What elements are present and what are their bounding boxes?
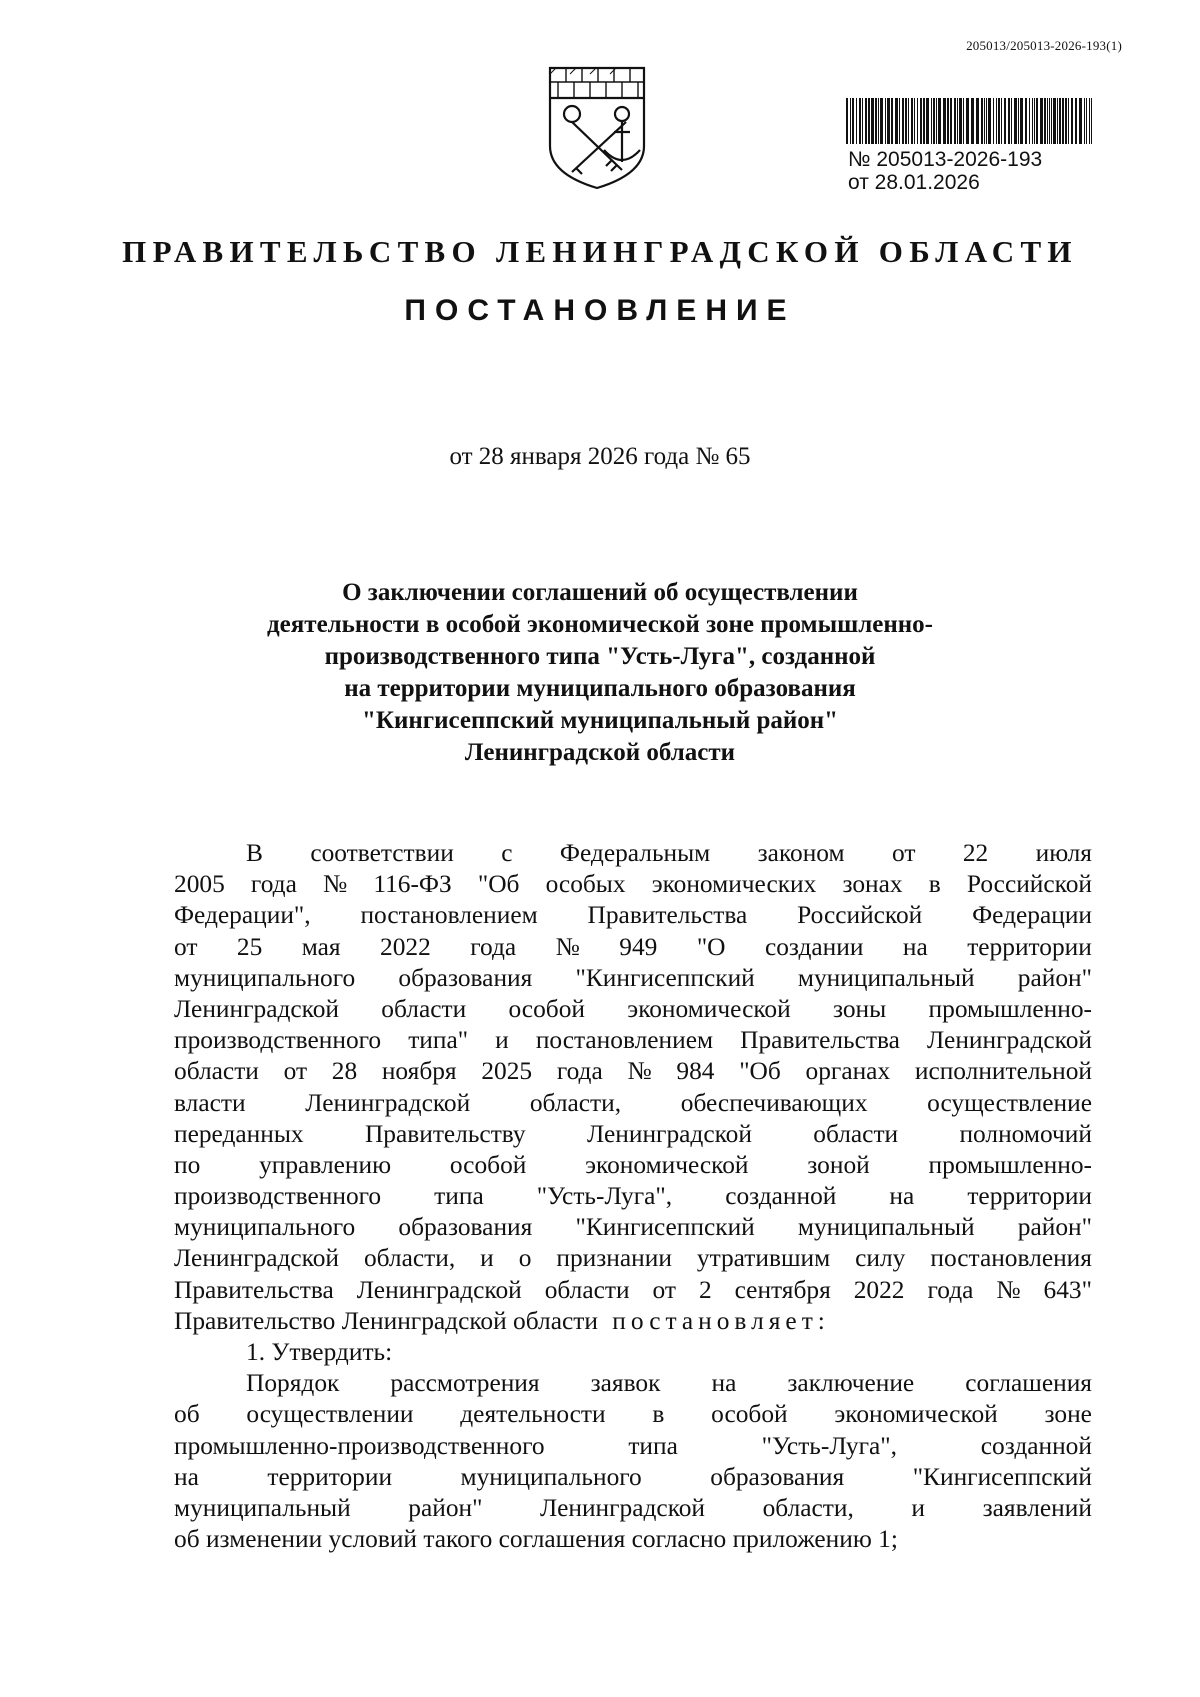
- word: Ленинградской: [356, 1275, 522, 1304]
- word: 2022: [380, 932, 431, 961]
- word: Правительства: [587, 901, 748, 930]
- word: от: [891, 839, 916, 867]
- word: муниципального: [174, 963, 356, 992]
- word: от: [652, 1275, 676, 1304]
- word: области,: [762, 1493, 854, 1522]
- word: зоны: [832, 994, 887, 1023]
- word: переданных: [174, 1119, 304, 1148]
- word: соглашения: [965, 1369, 1092, 1398]
- paragraph-line: [174, 1368, 1092, 1399]
- word: исполнительной: [914, 1057, 1092, 1086]
- word: территории: [967, 932, 1092, 961]
- word: муниципальный: [797, 963, 975, 992]
- document-type: ПОСТАНОВЛЕНИЕ: [404, 294, 796, 327]
- paragraph-line: [174, 1025, 1092, 1056]
- word: постановления: [930, 1244, 1092, 1273]
- word: особых: [545, 870, 626, 899]
- paragraph-line: об изменении условий такого соглашения согласно приложению 1;: [174, 1525, 898, 1554]
- word: 2022: [853, 1275, 905, 1304]
- word: области,: [363, 1244, 456, 1273]
- paragraph-line: [174, 1056, 1092, 1087]
- word: Российской: [797, 901, 923, 930]
- word: Ленинградской: [174, 994, 339, 1023]
- paragraph-line: [174, 838, 1092, 869]
- heading-line: О заключении соглашений об осуществлении: [342, 579, 858, 606]
- word: утратившим: [696, 1244, 831, 1273]
- word: области: [174, 1057, 259, 1086]
- word: с: [501, 839, 513, 867]
- word: Федерации",: [174, 901, 311, 930]
- word: Ленинградской: [305, 1088, 471, 1117]
- word: "Кингисеппский: [575, 1213, 755, 1242]
- word: Ленинградской: [174, 1244, 339, 1273]
- word: созданной: [980, 1431, 1092, 1460]
- document-body: [174, 838, 1092, 1555]
- word: муниципальный: [174, 1493, 351, 1522]
- word: ноября: [381, 1057, 457, 1086]
- preamble-paragraph: [174, 838, 1092, 1306]
- paragraph-line: [174, 1399, 1092, 1430]
- word: "Усть-Луга",: [761, 1431, 898, 1460]
- heading-line: Ленинградской области: [464, 739, 736, 766]
- word: Правительства: [740, 1026, 900, 1055]
- word: области: [544, 1275, 630, 1304]
- word: Ленинградской: [586, 1119, 752, 1148]
- word: 2005: [174, 870, 225, 899]
- word: соответствии: [310, 839, 454, 867]
- word: рассмотрения: [390, 1369, 540, 1398]
- word: года: [470, 932, 517, 961]
- word: создании: [764, 932, 864, 961]
- word: территории: [267, 1462, 393, 1491]
- word: осуществление: [927, 1088, 1092, 1117]
- paragraph-line: [174, 869, 1092, 900]
- word: образования: [398, 1213, 533, 1242]
- organization-title: ПРАВИТЕЛЬСТВО ЛЕНИНГРАДСКОЙ ОБЛАСТИ: [122, 234, 1078, 269]
- word: экономических: [651, 870, 817, 899]
- word: 25: [236, 932, 263, 961]
- word: экономической: [627, 994, 791, 1023]
- word: сентября: [734, 1275, 831, 1304]
- word: на: [174, 1462, 199, 1491]
- paragraph-line: [174, 900, 1092, 931]
- word: особой: [508, 994, 585, 1023]
- heading-line: "Кингисеппский муниципальный район": [361, 707, 839, 734]
- word: экономической: [834, 1400, 998, 1429]
- word: года: [556, 1057, 603, 1086]
- heading-line: производственного типа "Усть-Луга", созданной: [324, 643, 876, 670]
- word: В: [246, 839, 263, 867]
- document-date: от 28 января 2026 года № 65: [449, 443, 751, 470]
- paragraph-line: [174, 1431, 1092, 1462]
- word: типа: [628, 1431, 678, 1460]
- paragraph-line: [174, 1088, 1092, 1119]
- paragraph-line: [174, 932, 1092, 963]
- word: области: [813, 1119, 899, 1148]
- word: Правительству: [364, 1119, 526, 1148]
- word: зоной: [807, 1150, 870, 1179]
- word: район": [408, 1493, 483, 1522]
- word: Федерации: [972, 901, 1092, 930]
- word: 949: [619, 932, 658, 961]
- word: 116-ФЗ: [373, 870, 452, 899]
- word: муниципальный: [797, 1213, 975, 1242]
- word: полномочий: [959, 1119, 1092, 1148]
- word: обеспечивающих: [680, 1088, 868, 1117]
- word: 2: [698, 1275, 712, 1304]
- word: от: [283, 1057, 308, 1086]
- word: типа: [434, 1182, 484, 1211]
- barcode-icon: [844, 98, 1096, 144]
- word: "Кингисеппский: [575, 963, 755, 992]
- word: особой: [711, 1400, 788, 1429]
- word: осуществлении: [246, 1400, 414, 1429]
- word: Порядок: [246, 1369, 340, 1398]
- word: в: [928, 870, 941, 899]
- heading-line: на территории муниципального образования: [344, 675, 856, 702]
- word: силу: [855, 1244, 906, 1273]
- word: заявок: [590, 1369, 661, 1398]
- word: "Кингисеппский: [912, 1462, 1092, 1491]
- coat-of-arms-icon: [542, 62, 652, 192]
- word: 2025: [481, 1057, 533, 1086]
- word: о: [518, 1244, 532, 1273]
- registration-stamp: [844, 98, 1114, 194]
- word: созданной: [725, 1182, 837, 1211]
- word: Ленинградской: [927, 1026, 1092, 1055]
- word: управлению: [259, 1150, 392, 1179]
- word: и: [911, 1493, 926, 1522]
- word: власти: [174, 1088, 246, 1117]
- word: "Об: [477, 870, 520, 899]
- word: "О: [696, 932, 726, 961]
- word: №: [627, 1057, 652, 1086]
- word: мая: [301, 932, 341, 961]
- word: заявлений: [982, 1493, 1092, 1522]
- item-1-paragraph: [174, 1368, 1092, 1524]
- word: особой: [449, 1150, 527, 1179]
- word: июля: [1035, 839, 1092, 867]
- word: на: [711, 1369, 737, 1398]
- word: муниципального: [174, 1213, 356, 1242]
- word: №: [996, 1275, 1021, 1304]
- word: район": [1017, 963, 1092, 992]
- word: промышленно-: [928, 994, 1092, 1023]
- word: территории: [967, 1182, 1092, 1211]
- document-heading: [200, 577, 1000, 769]
- word: Федеральным: [559, 839, 711, 867]
- word: производственного: [174, 1182, 382, 1211]
- word: зонах: [842, 870, 903, 899]
- word: об: [174, 1400, 200, 1429]
- word: район": [1017, 1213, 1092, 1242]
- word: органах: [805, 1057, 891, 1086]
- word: промышленно-производственного: [174, 1431, 545, 1460]
- word: постановлением: [535, 1026, 714, 1055]
- word: и: [480, 1244, 494, 1273]
- word: заключение: [787, 1369, 915, 1398]
- word: №: [322, 870, 348, 899]
- word: зоне: [1044, 1400, 1092, 1429]
- word: на: [889, 1182, 915, 1211]
- word: постановлением: [360, 901, 538, 930]
- paragraph-line: [174, 963, 1092, 994]
- preamble-closing-text: Правительство Ленинградской области: [174, 1306, 598, 1335]
- paragraph-line: [174, 1243, 1092, 1274]
- word: "Усть-Луга",: [536, 1182, 673, 1211]
- word: "Об: [739, 1057, 781, 1086]
- word: образования: [398, 963, 533, 992]
- word: года: [927, 1275, 974, 1304]
- paragraph-line: [174, 1493, 1092, 1524]
- word: и: [495, 1026, 509, 1055]
- paragraph-line: [174, 1150, 1092, 1181]
- paragraph-line: [174, 1212, 1092, 1243]
- heading-line: деятельности в особой экономической зоне промышленно-: [267, 611, 933, 638]
- word: области: [381, 994, 467, 1023]
- word: экономической: [585, 1150, 749, 1179]
- word: признании: [556, 1244, 672, 1273]
- paragraph-line: [174, 1181, 1092, 1212]
- word: по: [174, 1150, 201, 1179]
- word: Российской: [966, 870, 1092, 899]
- word: производственного: [174, 1026, 382, 1055]
- word: области,: [529, 1088, 622, 1117]
- word: промышленно-: [928, 1150, 1092, 1179]
- paragraph-line: [174, 994, 1092, 1025]
- word: муниципального: [460, 1462, 642, 1491]
- word: 28: [331, 1057, 358, 1086]
- word: деятельности: [460, 1400, 606, 1429]
- word: года: [250, 870, 297, 899]
- paragraph-line: [174, 1462, 1092, 1493]
- registration-number: № 205013-2026-193: [848, 148, 1043, 171]
- word: 643": [1043, 1275, 1092, 1304]
- paragraph-line: [174, 1306, 1092, 1337]
- word: законом: [757, 839, 845, 867]
- word: от: [174, 932, 198, 961]
- paragraph-line: [174, 1275, 1092, 1306]
- word: Правительства: [174, 1275, 334, 1304]
- item-1-label: 1. Утвердить:: [246, 1338, 393, 1366]
- resolves-word: постановляет:: [612, 1306, 830, 1335]
- word: 22: [962, 839, 989, 867]
- registration-date: от 28.01.2026: [848, 171, 980, 194]
- word: 984: [676, 1057, 715, 1086]
- word: №: [555, 932, 580, 961]
- document-reference-number: 205013/205013-2026-193(1): [966, 38, 1122, 53]
- word: Ленинградской: [540, 1493, 706, 1522]
- word: типа": [408, 1026, 469, 1055]
- word: образования: [710, 1462, 845, 1491]
- word: в: [652, 1400, 665, 1429]
- word: на: [902, 932, 928, 961]
- paragraph-line: [174, 1119, 1092, 1150]
